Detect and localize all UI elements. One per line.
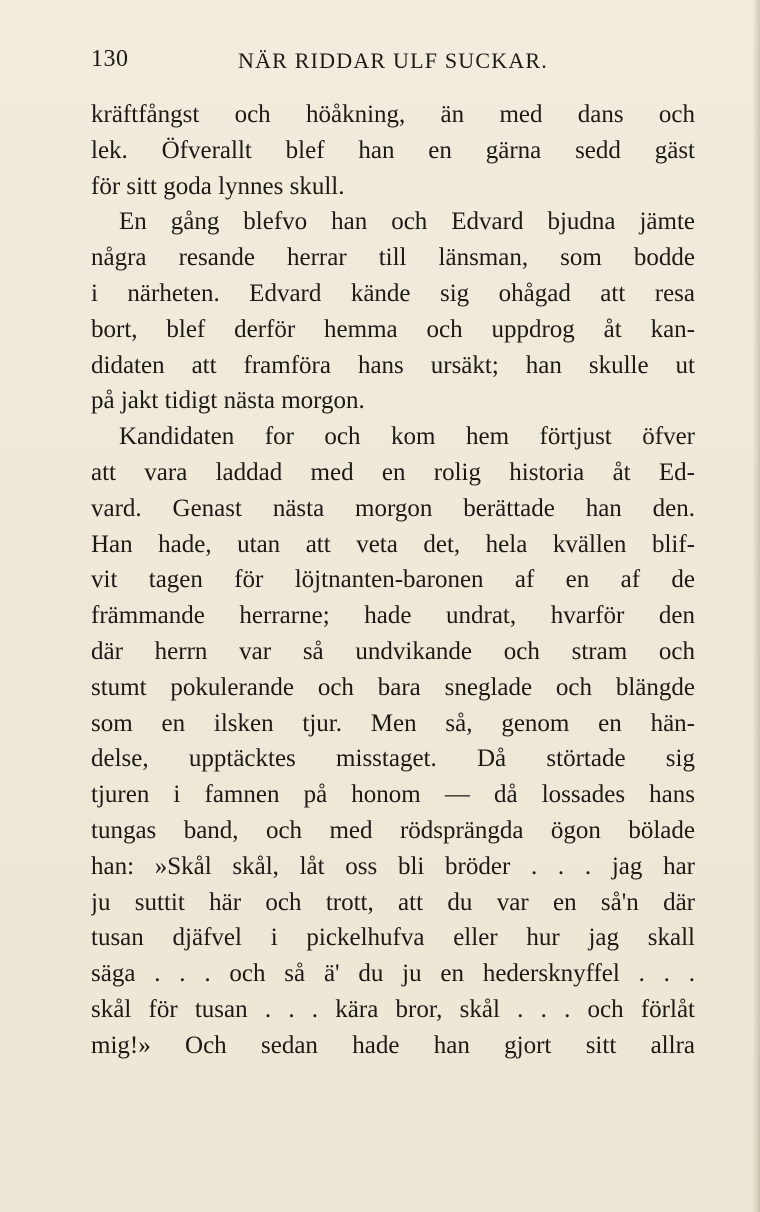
text-line: tjuren i famnen på honom — då lossades hans [91,781,695,809]
text-line: att vara laddad med en rolig historia åt Ed- [91,458,695,486]
text-line: några resande herrar till länsman, som bodde [91,244,695,272]
text-line: säga . . . och så ä' du ju en hedersknyffel . . . [91,960,695,988]
text-line: tungas band, och med rödsprängda ögon bölade [91,816,695,844]
text-line: Han hade, utan att veta det, hela kvällen blif- [91,530,695,558]
text-line: En gång blefvo han och Edvard bjudna jämte [119,208,695,236]
body-text [91,97,695,1064]
text-line: bort, blef derför hemma och uppdrog åt kan- [91,315,695,343]
text-line: främmande herrarne; hade undrat, hvarför den [91,602,695,630]
page-edge-shadow [752,0,760,1212]
text-line: i närheten. Edvard kände sig ohågad att resa [91,279,695,307]
text-line: didaten att framföra hans ursäkt; han skulle ut [91,351,695,379]
page-number: 130 [91,46,129,72]
text-line: lek. Öfverallt blef han en gärna sedd gäst [91,136,695,164]
text-line: delse, upptäcktes misstaget. Då störtade sig [91,745,695,773]
page-header [91,46,692,76]
text-line: tusan djäfvel i pickelhufva eller hur jag skall [91,924,695,952]
running-title: NÄR RIDDAR ULF SUCKAR. [238,48,548,73]
text-line: vit tagen för löjtnanten-baronen af en af de [91,566,695,594]
text-line: för sitt goda lynnes skull. [91,172,345,200]
text-line: skål för tusan . . . kära bror, skål . . . och förlåt [91,995,695,1023]
text-line: som en ilsken tjur. Men så, genom en hän- [91,709,695,737]
text-line: han: »Skål skål, låt oss bli bröder . . . jag har [91,852,695,880]
text-line: ju suttit här och trott, att du var en så'n där [91,888,695,916]
text-line: där herrn var så undvikande och stram och [91,637,695,665]
text-line: mig!» Och sedan hade han gjort sitt allra [91,1031,695,1059]
text-line: Kandidaten for och kom hem förtjust öfver [119,423,695,451]
text-line: kräftfångst och höåkning, än med dans och [91,101,695,128]
text-line: stumt pokulerande och bara sneglade och blängde [91,673,695,701]
text-line: på jakt tidigt nästa morgon. [91,387,365,415]
text-line: vard. Genast nästa morgon berättade han den. [91,494,695,522]
